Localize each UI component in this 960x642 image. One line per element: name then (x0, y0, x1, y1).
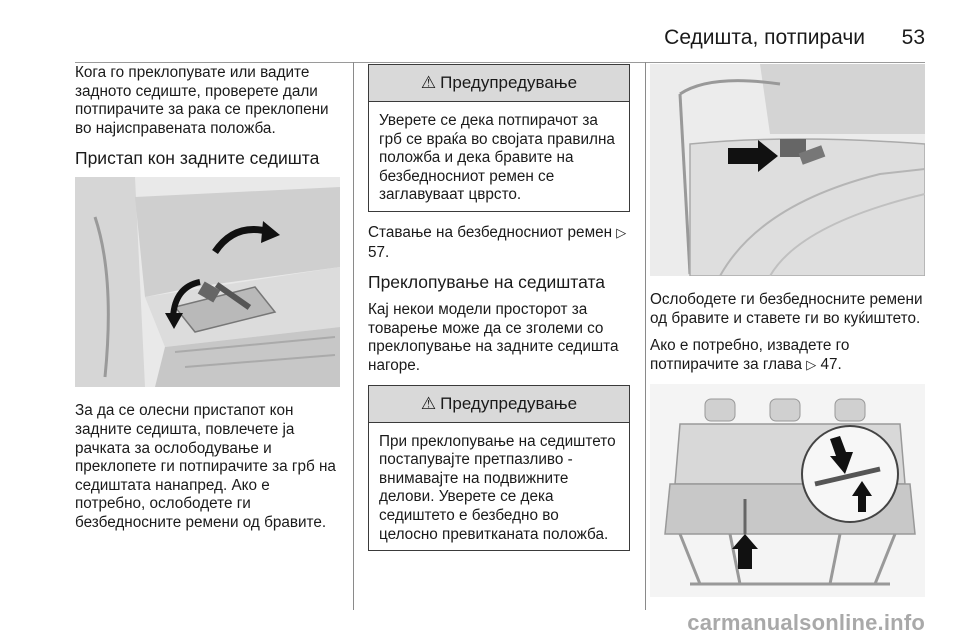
column-1 (75, 64, 340, 542)
page-reference-icon: ▷ (616, 225, 627, 241)
section-heading-folding-seats: Преклопување на седиштата (368, 272, 606, 293)
page-reference-icon: ▷ (806, 357, 817, 373)
rear-access-paragraph: За да се олесни пристапот кон задните седишта, повлечете ја рачката за ослободување и преклопете ги потпирачите за грб на седиштата нанапред. Ако е потребно, ослободете ги безбедносните ремени од бравите. (75, 402, 336, 531)
remove-headrests-text: Ако е потребно, извадете го потпирачите за глава (650, 337, 850, 373)
illustration-seat-release-lever (75, 177, 340, 387)
column-3 (650, 64, 925, 597)
watermark: carmanualsonline.info (687, 610, 925, 635)
remove-headrests-page: 47. (820, 355, 842, 373)
column-2 (368, 64, 630, 563)
warning-box-1-text: Уверете се дека потпирачот за грб се враќа во својата правилна положба и дека бравите на безбедносниот ремен се заглавуваат цврсто. (379, 112, 615, 204)
warning-box-2-text: При преклопување на седиштето постапувајте претпазливо - внимавајте на подвижните делови. Уверете се дека седиштето е безбедно во целосно превитканата положба. (379, 432, 616, 543)
section-heading-rear-access: Пристап кон задните седишта (75, 148, 320, 169)
page-header (75, 22, 925, 63)
page-number: 53 (901, 26, 925, 49)
intro-paragraph: Кога го преклопувате или вадите задното седиште, проверете дали потпирачите за рака се преклопени во најисправената положба. (75, 64, 329, 137)
rear-seat-bench-drawing (650, 384, 925, 597)
remove-headrests-paragraph (650, 337, 925, 375)
warning-box-1 (368, 64, 630, 212)
seatbelt-stowage-drawing (650, 64, 925, 276)
warning-box-1-title: Предупредување (440, 73, 578, 92)
column-divider-2 (645, 62, 646, 610)
stow-belts-paragraph: Ослободете ги безбедносните ремени од бравите и ставете ги во куќиштето. (650, 291, 923, 327)
seatbelt-reference-page: 57. (368, 243, 390, 261)
seat-release-drawing (75, 177, 340, 387)
column-divider-1 (353, 62, 354, 610)
seatbelt-reference-paragraph (368, 224, 630, 262)
warning-icon: ⚠ (420, 73, 437, 92)
warning-box-2-header (369, 386, 629, 423)
warning-box-1-header (369, 65, 629, 102)
page-title: Седишта, потпирачи (664, 26, 865, 49)
illustration-seatbelt-stowage (650, 64, 925, 276)
illustration-rear-seat-bench (650, 384, 925, 597)
warning-box-2-title: Предупредување (440, 393, 578, 413)
folding-seats-paragraph: Кај некои модели просторот за товарење може да се зголеми со преклопување на задните седишта нагоре. (368, 301, 619, 374)
seatbelt-reference-text: Ставање на безбедносниот ремен (368, 223, 613, 241)
warning-box-2 (368, 385, 630, 552)
warning-icon: ⚠ (420, 393, 437, 413)
